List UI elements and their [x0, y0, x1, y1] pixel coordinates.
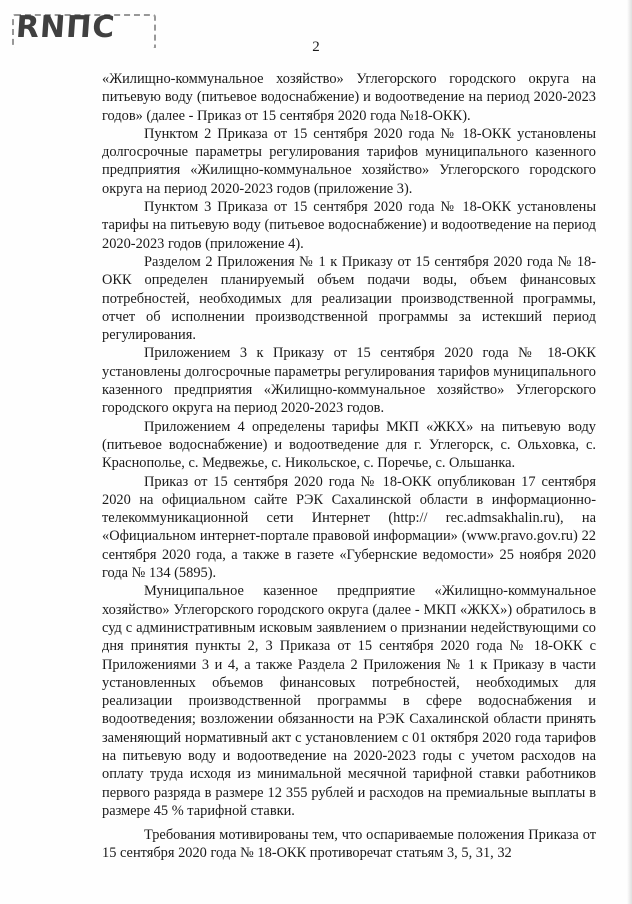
- paragraph-publication: Приказ от 15 сентября 2020 года № 18-ОКК опубликован 17 сентября 2020 на официальном сайте РЭК Сахалинской области в информационно-телекоммуникационной сети Интернет (http:// rec.admsakhalin.ru), на «Официальном интернет-портале правовой информации» (www.pravo.gov.ru) 22 сентября 2020 года, а также в газете «Губернские ведомости» 25 ноября 2020 года № 134 (5895).: [102, 473, 596, 582]
- page-number: 2: [312, 39, 320, 55]
- paragraph-appendix-3: Приложением 3 к Приказу от 15 сентября 2020 года № 18-ОКК установлены долгосрочные параметры регулирования тарифов муниципального казенного предприятия «Жилищно-коммунальное хозяйство» Углегорского городского округа на период 2020-2023 годов.: [102, 345, 596, 417]
- document-body: [102, 70, 596, 863]
- paragraph-section-2: Разделом 2 Приложения № 1 к Приказу от 15 сентября 2020 года № 18-ОКК определен планируемый объем подачи воды, объем финансовых потребностей, необходимых для реализации производственной программы, отчет об исполнении производственной программы за истекший период регулирования.: [102, 253, 596, 344]
- paragraph-appendix-4: Приложением 4 определены тарифы МКП «ЖКХ» на питьевую воду (питьевое водоснабжение) и водоотведение для г. Углегорск, с. Ольховка, с. Краснополье, с. Медвежье, с. Никольское, с. Поречье, с. Ольшанка.: [102, 418, 596, 472]
- paragraph-continuation: «Жилищно-коммунальное хозяйство» Углегорского городского округа на питьевую воду (питьевое водоснабжение) и водоотведение на период 2020-2023 годов» (далее - Приказ от 15 сентября 2020 года №18-ОКК).: [102, 71, 596, 124]
- paragraph-motivation: Требования мотивированы тем, что оспариваемые положения Приказа от 15 сентября 2020 года № 18-ОКК противоречат статьям 3, 5, 31, 32: [102, 827, 596, 862]
- paragraph-point-2: Пунктом 2 Приказа от 15 сентября 2020 года № 18-ОКК установлены долгосрочные параметры регулирования тарифов муниципального казенного предприятия «Жилищно-коммунальное хозяйство» Углегорского городского округа на период 2020-2023 годов (приложение 3).: [102, 125, 596, 197]
- scan-edge-shadow: [627, 0, 632, 904]
- stamp-text: RNПС: [14, 10, 117, 45]
- paragraph-point-3: Пунктом 3 Приказа от 15 сентября 2020 года № 18-ОКК установлены тарифы на питьевую воду (питьевое водоснабжение) и водоотведение на период 2020-2023 годов (приложение 4).: [102, 199, 596, 252]
- paragraph-claim: Муниципальное казенное предприятие «Жилищно-коммунальное хозяйство» Углегорского городского округа (далее - МКП «ЖКХ») обратилось в суд с административным исковым заявлением о признании недействующими со дня принятия пункты 2, 3 Приказа от 15 сентября 2020 года № 18-ОКК с Приложениями 3 и 4, а также Раздела 2 Приложения № 1 к Приказу в части установленных объемов финансовых потребностей, необходимых для реализации производственной программы в сфере водоснабжения и водоотведения; возложении обязанности на РЭК Сахалинской области принять заменяющий нормативный акт с установлением с 01 октября 2020 года тарифов на питьевую воду и водоотведение на 2020-2023 годы с учетом расходов на оплату труда исходя из минимальной месячной тарифной ставки работников первого разряда в размере 12 355 рублей и расходов на премиальные выплаты в размере 45 % тарифной ставки.: [102, 583, 596, 819]
